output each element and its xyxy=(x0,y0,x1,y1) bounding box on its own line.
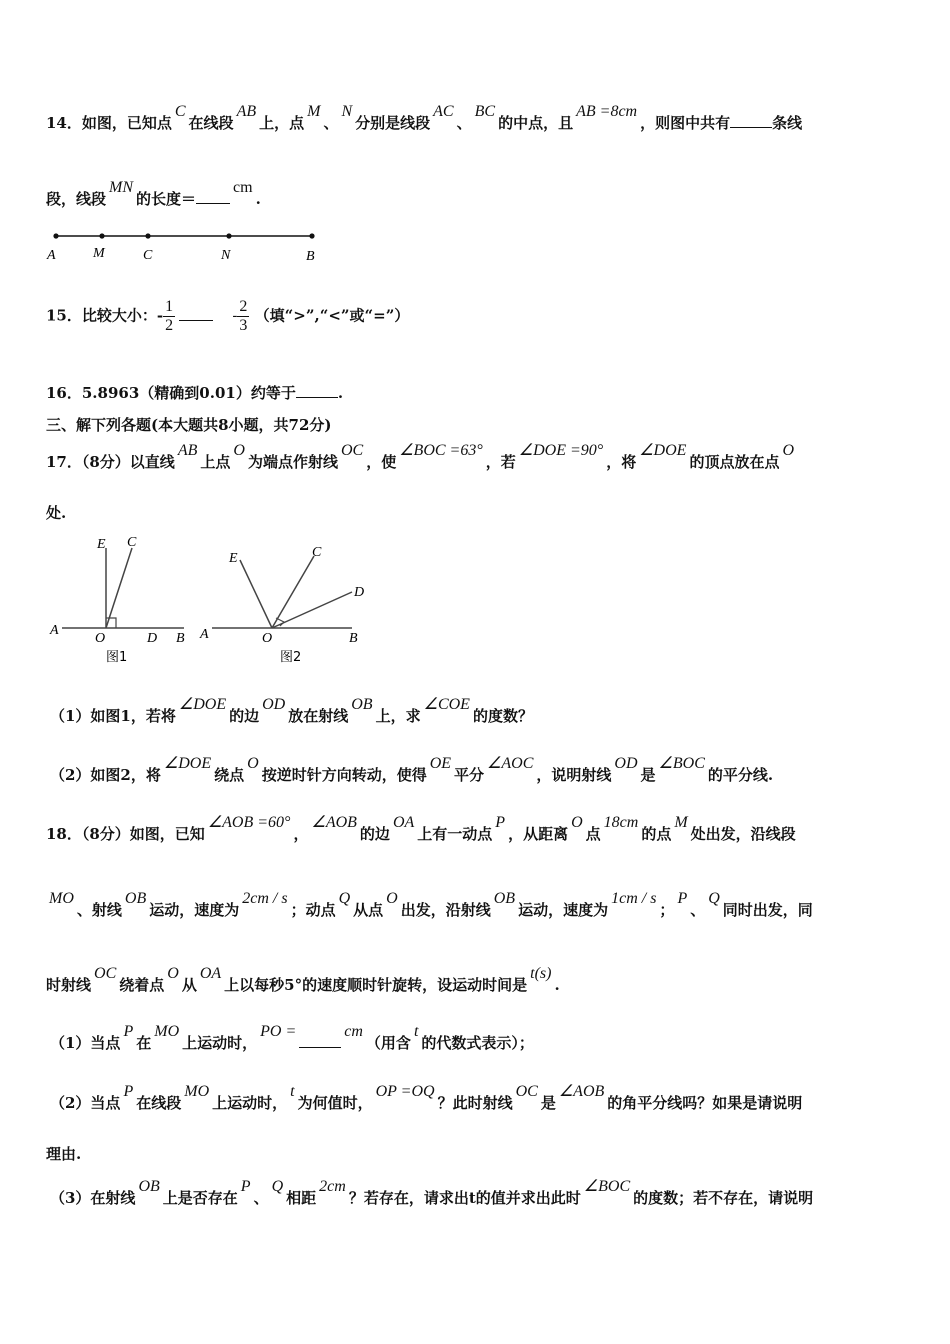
text: 上点 xyxy=(200,453,231,471)
label-d: D xyxy=(354,585,365,600)
text: ， xyxy=(293,825,309,843)
text: （2）如图2，将 xyxy=(50,766,161,784)
math-oc: OC xyxy=(94,965,117,982)
text: 从点 xyxy=(353,901,384,919)
math-aob: ∠AOB xyxy=(311,814,357,831)
q18-line1 xyxy=(46,814,796,844)
math-aob: ∠AOB xyxy=(558,1083,605,1100)
text: ，将 xyxy=(606,453,637,471)
text: 的中点，且 xyxy=(498,114,574,132)
point-n xyxy=(226,233,231,238)
fraction-one-half xyxy=(163,298,175,335)
figure-2 xyxy=(199,545,364,665)
math-aoc: ∠AOC xyxy=(487,755,534,772)
math-mo: MO xyxy=(154,1023,180,1040)
text: ； xyxy=(659,901,675,919)
q18-part3 xyxy=(50,1178,814,1208)
math-oa: OA xyxy=(392,814,415,831)
math-time: t(s) xyxy=(530,965,552,982)
label-b: B xyxy=(176,631,185,646)
math-ob: OB xyxy=(124,890,147,907)
math-od: OD xyxy=(614,755,638,772)
math-o: O xyxy=(247,755,259,772)
text: 同时出发，同 xyxy=(722,901,813,919)
text: 18．（8分）如图，已知 xyxy=(46,825,205,843)
label-a: A xyxy=(50,623,59,638)
text: 相距 xyxy=(286,1189,317,1207)
label-o: O xyxy=(95,631,106,646)
text: 理由. xyxy=(46,1145,82,1163)
text: 的平分线. xyxy=(707,766,774,784)
math-m: M xyxy=(307,103,321,120)
text: （1）当点 xyxy=(50,1034,121,1052)
text: 时射线 xyxy=(46,976,92,994)
text: . xyxy=(554,976,560,994)
q17-line2 xyxy=(46,502,66,523)
math-p: P xyxy=(677,890,688,907)
segment-figure xyxy=(44,226,324,268)
q18-part2-cont xyxy=(46,1143,81,1164)
q17-part2 xyxy=(50,755,774,785)
q18-part1 xyxy=(50,1023,534,1053)
denominator: 2 xyxy=(165,317,174,334)
text: （2）当点 xyxy=(50,1094,121,1112)
text: 15．比较大小：- xyxy=(46,306,164,325)
text: 17．（8分）以直线 xyxy=(46,453,175,471)
minus-sign: - xyxy=(232,306,238,325)
text: 在线段 xyxy=(188,114,234,132)
text: 按逆时针方向转动，使得 xyxy=(261,766,427,784)
text: ，从距离 xyxy=(508,825,569,843)
math-distance: 2cm xyxy=(319,1178,346,1195)
math-coe: ∠COE xyxy=(423,696,470,713)
math-doe-eq: ∠DOE =90° xyxy=(518,442,604,459)
math-distance: 18cm xyxy=(603,814,639,831)
math-o: O xyxy=(386,890,398,907)
text: . xyxy=(255,190,261,208)
math-bc: BC xyxy=(474,103,496,120)
math-ab: AB xyxy=(177,442,198,459)
text: 的长度＝ xyxy=(136,190,197,208)
section-heading: 三、解下列各题(本大题共8小题，共72分) xyxy=(46,416,332,434)
text: 是 xyxy=(540,1094,556,1112)
caption-fig2: 图2 xyxy=(280,650,302,665)
math-o: O xyxy=(167,965,179,982)
text: ，使 xyxy=(366,453,397,471)
denominator: 3 xyxy=(239,317,248,334)
q14-line1 xyxy=(46,103,803,133)
math-p: P xyxy=(123,1023,134,1040)
math-p: P xyxy=(123,1083,134,1100)
text: 为端点作射线 xyxy=(247,453,338,471)
math-p: P xyxy=(240,1178,251,1195)
text: 分别是线段 xyxy=(355,114,431,132)
q17-line1 xyxy=(46,442,797,472)
figure-1 xyxy=(49,535,185,665)
math-doe: ∠DOE xyxy=(163,755,212,772)
text: 的度数；若不存在，请说明 xyxy=(633,1189,814,1207)
text: 的顶点放在点 xyxy=(689,453,780,471)
q17-part1 xyxy=(50,696,533,726)
text: 上运动时， xyxy=(182,1034,258,1052)
math-mo: MO xyxy=(184,1083,210,1100)
point-b xyxy=(309,233,314,238)
math-t: t xyxy=(290,1083,295,1100)
answer-blank[interactable] xyxy=(196,189,230,204)
text: ，则图中共有 xyxy=(640,114,731,132)
text: （填“>”,“<”或“=”） xyxy=(254,306,410,325)
text: 段，线段 xyxy=(46,190,107,208)
math-q: Q xyxy=(338,890,351,907)
text: 上有一动点 xyxy=(417,825,493,843)
text: 出发，沿射线 xyxy=(400,901,491,919)
math-mn: MN xyxy=(109,179,134,196)
text: 是 xyxy=(640,766,656,784)
text: 为何值时， xyxy=(297,1094,373,1112)
text: 的边 xyxy=(359,825,390,843)
math-oc: OC xyxy=(515,1083,538,1100)
text: ，若 xyxy=(485,453,516,471)
label-a: A xyxy=(200,627,209,642)
text: （1）如图1，若将 xyxy=(50,707,176,725)
math-speed-q: 1cm / s xyxy=(611,890,657,907)
text: 上，点 xyxy=(259,114,305,132)
label-e: E xyxy=(97,537,106,552)
math-q: Q xyxy=(708,890,720,907)
q18-part2 xyxy=(50,1083,803,1113)
text: 14．如图，已知点 xyxy=(46,114,172,132)
ray-oc xyxy=(272,556,314,628)
answer-blank[interactable] xyxy=(296,383,338,398)
label-e: E xyxy=(229,551,238,566)
math-q: Q xyxy=(271,1178,284,1195)
answer-blank[interactable] xyxy=(299,1033,341,1048)
label-d: D xyxy=(147,631,158,646)
math-c: C xyxy=(174,103,186,120)
label-b: B xyxy=(306,249,315,264)
angle-figures xyxy=(44,530,374,670)
math-o: O xyxy=(782,442,795,459)
label-o: O xyxy=(262,631,273,646)
text: 、 xyxy=(253,1189,269,1207)
text: （3）在射线 xyxy=(50,1189,136,1207)
text: ，说明射线 xyxy=(536,766,612,784)
text: 的度数？ xyxy=(472,707,533,725)
math-boc-eq: ∠BOC =63° xyxy=(399,442,483,459)
text: 处. xyxy=(46,504,67,522)
math-aob-eq: ∠AOB =60° xyxy=(207,814,291,831)
numerator: 1 xyxy=(165,298,174,315)
text: ；动点 xyxy=(290,901,336,919)
text: 、 xyxy=(323,114,339,132)
ray-oc xyxy=(106,548,132,628)
text: 从 xyxy=(181,976,197,994)
math-ab: AB xyxy=(236,103,257,120)
label-c: C xyxy=(127,535,137,550)
label-b: B xyxy=(349,631,358,646)
answer-blank[interactable] xyxy=(179,306,213,321)
text: 上，求 xyxy=(375,707,421,725)
math-op-eq-oq: OP =OQ xyxy=(375,1083,435,1100)
text: 处出发，沿线段 xyxy=(690,825,796,843)
math-oc: OC xyxy=(340,442,364,459)
text: 、 xyxy=(456,114,472,132)
text: 条线 xyxy=(772,114,803,132)
point-a xyxy=(53,233,58,238)
math-n: N xyxy=(341,103,353,120)
text: 的边 xyxy=(229,707,260,725)
point-c xyxy=(145,233,150,238)
math-t: t xyxy=(413,1023,419,1040)
text: 点 xyxy=(585,825,601,843)
math-ob: OB xyxy=(493,890,516,907)
q18-line2 xyxy=(46,890,813,920)
label-m: M xyxy=(93,246,105,261)
math-p: P xyxy=(495,814,506,831)
math-o: O xyxy=(571,814,583,831)
q16 xyxy=(46,382,343,403)
math-doe: ∠DOE xyxy=(178,696,227,713)
fraction-two-thirds xyxy=(237,298,249,335)
math-m: M xyxy=(674,814,688,831)
label-c: C xyxy=(312,545,322,560)
label-n: N xyxy=(221,248,231,263)
text: 运动，速度为 xyxy=(518,901,609,919)
point-m xyxy=(99,233,104,238)
q14-line2 xyxy=(46,179,261,209)
text: （用含 xyxy=(365,1034,411,1052)
unit-cm: cm xyxy=(233,179,253,196)
math-ab-eq: AB =8cm xyxy=(576,103,638,120)
math-od: OD xyxy=(262,696,286,713)
math-oa: OA xyxy=(199,965,222,982)
math-mo: MO xyxy=(49,890,74,907)
math-ac: AC xyxy=(433,103,454,120)
math-boc: ∠BOC xyxy=(583,1178,631,1195)
math-ob: OB xyxy=(138,1178,160,1195)
numerator: 2 xyxy=(239,298,248,315)
answer-blank[interactable] xyxy=(730,113,772,128)
text: 的角平分线吗？如果是请说明 xyxy=(607,1094,803,1112)
text: 平分 xyxy=(454,766,485,784)
text: 上是否存在 xyxy=(162,1189,238,1207)
math-po-eq: PO = xyxy=(260,1023,297,1040)
text: 在 xyxy=(136,1034,152,1052)
text: 在线段 xyxy=(136,1094,182,1112)
math-oe: OE xyxy=(429,755,452,772)
label-c: C xyxy=(143,248,153,263)
text: 上以每秒5°的速度顺时针旋转，设运动时间是 xyxy=(224,976,528,994)
label-a: A xyxy=(47,248,56,263)
text: . xyxy=(337,384,344,402)
math-speed-p: 2cm / s xyxy=(242,890,288,907)
text: 的点 xyxy=(641,825,672,843)
text: ？若存在，请求出t的值并求出此时 xyxy=(348,1189,581,1207)
text: 运动，速度为 xyxy=(149,901,240,919)
text: 绕点 xyxy=(214,766,245,784)
q15 xyxy=(46,298,409,335)
text: 绕着点 xyxy=(119,976,165,994)
caption-fig1: 图1 xyxy=(106,650,128,665)
math-o: O xyxy=(233,442,245,459)
ray-oe xyxy=(240,560,272,628)
text: 上运动时， xyxy=(212,1094,288,1112)
math-doe: ∠DOE xyxy=(639,442,687,459)
text: 、射线 xyxy=(76,901,122,919)
text: 16．5.8963（精确到0.01）约等于 xyxy=(46,384,296,402)
q18-line3 xyxy=(46,965,560,995)
math-boc: ∠BOC xyxy=(658,755,705,772)
text: 的代数式表示）； xyxy=(421,1034,534,1052)
math-ob: OB xyxy=(351,696,373,713)
text: 、 xyxy=(690,901,706,919)
unit-cm: cm xyxy=(344,1023,363,1040)
text: ？此时射线 xyxy=(437,1094,513,1112)
text: 放在射线 xyxy=(288,707,349,725)
